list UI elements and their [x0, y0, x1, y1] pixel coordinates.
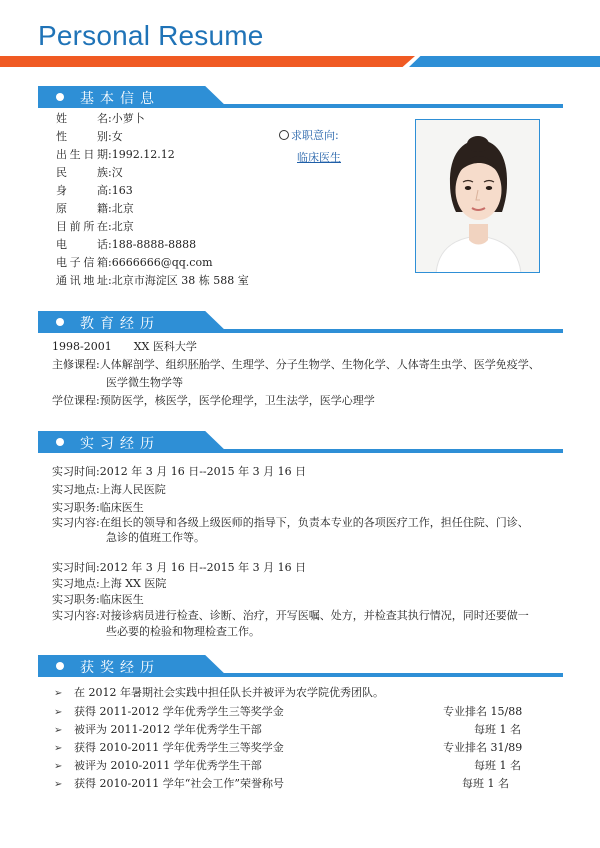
field-label: 通讯地址 — [56, 274, 108, 287]
field-label: 姓名 — [56, 112, 108, 125]
basic-info-row: 民族:汉 — [56, 166, 123, 179]
page-title: Personal Resume — [38, 20, 264, 51]
portrait-illustration — [416, 120, 540, 273]
award-item — [54, 777, 284, 792]
arrowhead-bullet-icon: ➢ — [54, 688, 63, 699]
award-text: 被评为 2011-2012 学年优秀学生干部 — [74, 723, 262, 736]
internship-content-row: 实习内容:在组长的领导和各级上级医师的指导下，负责本专业的各项医疗工作，担任住院、门诊、 — [52, 516, 529, 529]
job-objective-value: 临床医生 — [297, 151, 341, 164]
arrowhead-bullet-icon: ➢ — [54, 707, 63, 718]
internship-role-row: 实习职务:临床医生 — [52, 593, 144, 606]
award-rank: 每班 1 名 — [474, 723, 521, 736]
internship-content-line: 些必要的检验和物理检查工作。 — [106, 625, 260, 638]
field-value: 188-8888-8888 — [111, 238, 197, 251]
courses-line: 人体解剖学、组织胚胎学、生理学、分子生物学、生物化学、人体寄生虫学、医学免疫学、 — [99, 358, 540, 371]
courses-label: 主修课程: — [52, 358, 100, 371]
field-value: 1992.12.12 — [111, 148, 175, 161]
internship-place-row: 实习地点:上海 XX 医院 — [52, 577, 167, 590]
field-value: 北京 — [111, 202, 134, 215]
award-item — [54, 723, 262, 738]
section-title: 基本信息 — [80, 91, 160, 107]
dot-icon — [56, 662, 64, 670]
internship-role-row: 实习职务:临床医生 — [52, 501, 144, 514]
section-title: 教育经历 — [80, 316, 160, 332]
profile-photo — [415, 119, 540, 273]
field-label: 原籍 — [56, 202, 108, 215]
field-label: 身高 — [56, 184, 108, 197]
section-title: 获奖经历 — [80, 660, 160, 676]
award-rank: 专业排名 15/88 — [443, 705, 523, 718]
award-text: 获得 2010-2011 学年优秀学生三等奖学金 — [74, 741, 284, 754]
field-label: 电话 — [56, 238, 108, 251]
section-header-basic-info — [38, 86, 563, 108]
degree-label: 学位课程: — [52, 394, 100, 407]
education-school: XX 医科大学 — [133, 340, 197, 353]
field-value: 163 — [111, 184, 133, 197]
award-rank: 每班 1 名 — [474, 759, 521, 772]
education-period: 1998-2001 — [52, 340, 112, 353]
award-text: 获得 2010-2011 学年“社会工作”荣誉称号 — [74, 777, 284, 790]
job-objective-label: 求职意向: — [279, 127, 339, 143]
basic-info-row: 姓名:小萝卜 — [56, 112, 145, 125]
basic-info-row: 性别:女 — [56, 130, 123, 143]
field-label: 性别 — [56, 130, 108, 143]
section-header-internship — [38, 431, 563, 453]
award-item — [54, 705, 284, 720]
internship-place-row: 实习地点:上海人民医院 — [52, 483, 166, 496]
internship-time-row: 实习时间:2012 年 3 月 16 日--2015 年 3 月 16 日 — [52, 561, 307, 574]
orange-header-band — [0, 56, 415, 67]
basic-info-row: 电话:188-8888-8888 — [56, 238, 197, 251]
award-text: 获得 2011-2012 学年优秀学生三等奖学金 — [74, 705, 284, 718]
award-rank: 每班 1 名 — [462, 777, 509, 790]
field-label: 目前所在 — [56, 220, 108, 233]
internship-time-row: 实习时间:2012 年 3 月 16 日--2015 年 3 月 16 日 — [52, 465, 307, 478]
blue-header-band — [409, 56, 600, 67]
arrowhead-bullet-icon: ➢ — [54, 743, 63, 754]
internship-content-line: 急诊的值班工作等。 — [106, 531, 205, 544]
field-value: 汉 — [111, 166, 123, 179]
basic-info-row: 出生日期:1992.12.12 — [56, 148, 175, 161]
courses-line: 医学微生物学等 — [106, 376, 183, 389]
ring-icon — [279, 130, 289, 140]
field-value: 6666666@qq.com — [111, 256, 213, 269]
award-item — [54, 686, 384, 701]
award-rank: 专业排名 31/89 — [443, 741, 523, 754]
award-item — [54, 741, 284, 756]
field-value: 小萝卜 — [111, 112, 145, 125]
arrowhead-bullet-icon: ➢ — [54, 779, 63, 790]
internship-content-row: 实习内容:对接诊病员进行检查、诊断、治疗，开写医嘱、处方，并检查其执行情况，同时还要做一 — [52, 609, 529, 622]
education-period-row — [52, 340, 197, 354]
arrowhead-bullet-icon: ➢ — [54, 761, 63, 772]
education-courses-row — [52, 358, 540, 372]
field-value: 北京 — [111, 220, 134, 233]
field-value: 女 — [111, 130, 123, 143]
basic-info-row: 目前所在:北京 — [56, 220, 134, 233]
basic-info-row: 身高:163 — [56, 184, 133, 197]
basic-info-row: 电子信箱:6666666@qq.com — [56, 256, 213, 269]
field-label: 电子信箱 — [56, 256, 108, 269]
basic-info-row: 原籍:北京 — [56, 202, 134, 215]
award-text: 在 2012 年暑期社会实践中担任队长并被评为农学院优秀团队。 — [74, 686, 384, 699]
field-label: 出生日期 — [56, 148, 108, 161]
section-header-education — [38, 311, 563, 333]
field-label: 民族 — [56, 166, 108, 179]
dot-icon — [56, 318, 64, 326]
dot-icon — [56, 93, 64, 101]
award-item — [54, 759, 262, 774]
education-degree-row — [52, 394, 375, 408]
degree-courses: 预防医学，核医学，医学伦理学，卫生法学，医学心理学 — [99, 394, 375, 407]
award-text: 被评为 2010-2011 学年优秀学生干部 — [74, 759, 262, 772]
arrowhead-bullet-icon: ➢ — [54, 725, 63, 736]
basic-info-row: 通讯地址:北京市海淀区 38 栋 588 室 — [56, 274, 249, 287]
section-header-awards — [38, 655, 563, 677]
dot-icon — [56, 438, 64, 446]
field-value: 北京市海淀区 38 栋 588 室 — [111, 274, 249, 287]
section-title: 实习经历 — [80, 436, 160, 452]
